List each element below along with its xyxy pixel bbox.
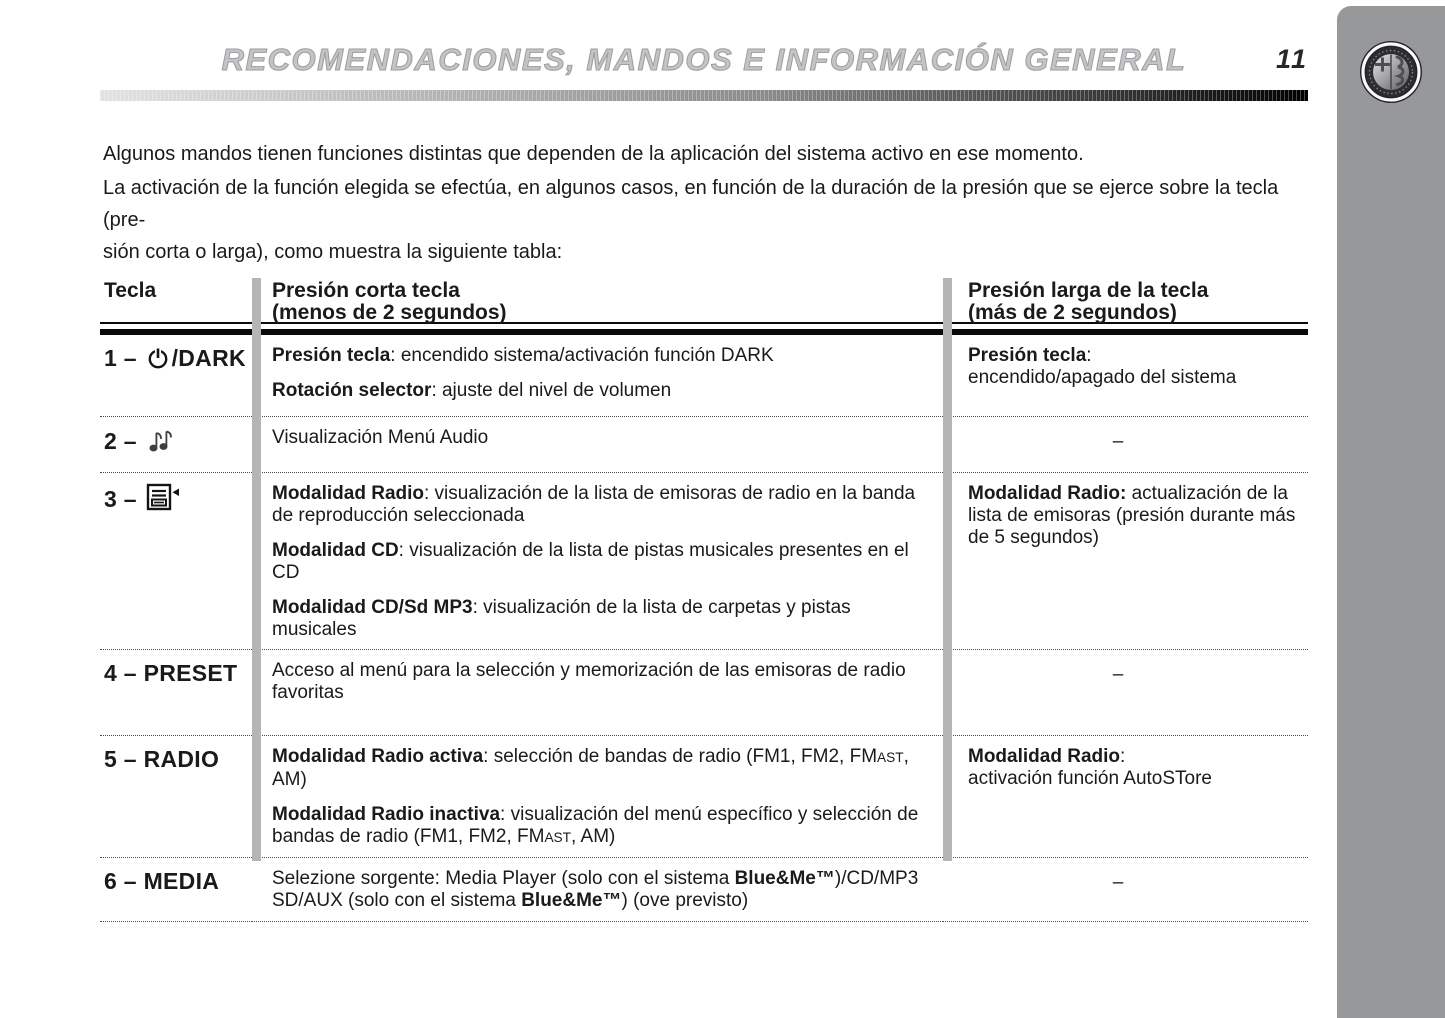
text-segment: Selezione sorgente: Media Player (solo con el sistema [272,868,735,889]
short-press-cell [252,858,943,922]
text-segment: Modalidad Radio activa [272,746,484,767]
key-cell [100,335,252,417]
text-line [272,597,931,641]
text-line [272,483,931,527]
short-press-cell [252,473,943,650]
text-line [968,872,1268,894]
short-press-cell [252,417,943,473]
text-segment: Acceso al menú para la selección y memorización de las emisoras de radio favoritas [272,660,906,703]
long-press-cell [943,650,1308,736]
text-segment: Blue&Me™ [521,890,622,911]
short-press-cell [252,650,943,736]
text-line [272,868,931,912]
text-segment: Modalidad Radio [968,746,1120,767]
column-divider [943,278,952,861]
text-segment: – [1112,431,1124,452]
intro-line: sión corta o larga), como muestra la siguiente tabla: [103,241,563,263]
key-label: /DARK [171,345,246,371]
table-row-1 [100,335,1308,417]
text-line [272,660,931,704]
alfa-romeo-logo [1359,40,1423,104]
text-line [272,804,931,849]
header-key-column: Tecla [104,279,157,302]
text-segment: – [1112,664,1124,685]
text-segment: : [1120,746,1126,767]
sidebar [1337,6,1445,1018]
text-segment: Modalidad CD/Sd MP3 [272,597,473,618]
table-row-2 [100,417,1308,473]
key-cell [100,417,252,473]
text-segment: Rotación selector [272,380,432,401]
text-segment: actualización de la lista de emisoras (presión durante más de 5 segundos) [968,483,1296,548]
text-segment: : selección de bandas de radio (FM1, FM2, FM [483,746,878,767]
text-segment: Presión tecla [968,345,1087,366]
header-short-press-column: Presión corta tecla (menos de 2 segundos) [272,279,507,324]
intro-line: La activación de la función elegida se efectúa, en algunos casos, en función de la duración de la presión que se ejerce sobre la tecla (pre- [103,177,1279,231]
text-segment: Modalidad CD [272,540,399,561]
table-row-6 [100,858,1308,922]
text-segment: )/CD/MP3 SD/AUX (solo con el sistema [272,868,919,911]
text-line [968,483,1302,549]
short-press-cell [252,736,943,858]
key-label: 2 – [104,428,144,454]
text-segment: AST [877,750,904,765]
intro-line: Algunos mandos tienen funciones distintas que dependen de la aplicación del sistema activo en ese momento. [103,143,1084,165]
long-press-cell [943,858,1308,922]
text-segment: AST [544,830,572,845]
text-line [968,768,1302,790]
text-line [968,431,1268,453]
text-segment: – [1112,872,1124,893]
table-row-4 [100,650,1308,736]
power-icon [146,346,170,370]
text-segment: Visualización Menú Audio [272,427,489,448]
long-press-cell [943,335,1308,417]
text-segment: , AM) [571,826,616,847]
key-label: 3 – [104,486,144,512]
text-line [968,664,1268,686]
key-cell [100,858,252,922]
long-press-cell [943,473,1308,650]
text-segment: : [1086,345,1092,366]
key-label: 1 – [104,345,144,371]
text-segment: Modalidad Radio: [968,483,1127,504]
text-segment: : visualización de la lista de carpetas y pistas musicales [272,597,851,640]
table-row-5 [100,736,1308,858]
long-press-cell [943,736,1308,858]
text-segment: Blue&Me™ [734,868,835,889]
station-list-icon [146,483,180,511]
key-label: 6 – MEDIA [104,868,220,894]
key-cell [100,736,252,858]
intro-text [103,138,1318,268]
key-cell [100,650,252,736]
text-segment: : visualización del menú específico y selección de bandas de radio (FM1, FM2, FM [272,804,919,847]
key-label: 5 – RADIO [104,746,220,772]
table-header-row [100,278,1308,322]
text-line [968,746,1302,768]
text-line [272,380,931,402]
key-cell [100,473,252,650]
music-notes-icon [146,427,174,453]
text-segment: Modalidad Radio inactiva [272,804,501,825]
text-segment: ) (ove previsto) [621,890,749,911]
text-line [272,427,931,449]
text-line [968,367,1302,389]
page-number: 11 [1275,44,1308,74]
header-long-press-column: Presión larga de la tecla (más de 2 segundos) [968,279,1209,324]
text-line [272,540,931,584]
text-segment: encendido/apagado del sistema [968,367,1237,388]
text-segment: : encendido sistema/activación función DARK [390,345,774,366]
gradient-rule [100,90,1308,101]
text-line [272,746,931,791]
column-divider [252,278,261,861]
page-title: RECOMENDACIONES, MANDOS E INFORMACIÓN GENERAL [221,42,1187,77]
key-label: 4 – PRESET [104,660,238,686]
table-row-3 [100,473,1308,650]
long-press-cell [943,417,1308,473]
text-segment: : visualización de la lista de emisoras de radio en la banda de reproducción seleccionada [272,483,916,526]
text-line [272,345,931,367]
text-segment: Presión tecla [272,345,391,366]
text-segment: : visualización de la lista de pistas musicales presentes en el CD [272,540,909,583]
text-segment: , AM) [272,746,909,790]
short-press-cell [252,335,943,417]
text-segment: Modalidad Radio [272,483,424,504]
key-functions-table [100,278,1308,911]
text-segment: : ajuste del nivel de volumen [431,380,672,401]
text-segment: activación función AutoSTore [968,768,1212,789]
text-line [968,345,1302,367]
